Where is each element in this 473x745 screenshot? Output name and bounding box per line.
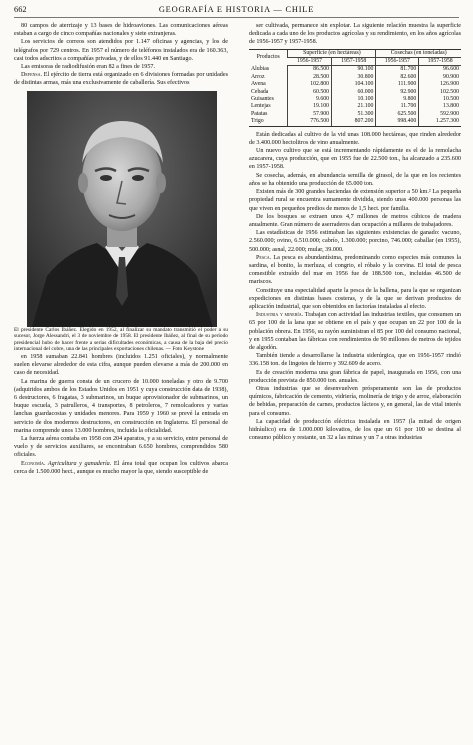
section-lead: Defensa. [21, 72, 43, 79]
value-cell: 57.900 [288, 111, 332, 118]
value-cell: 96.600 [419, 66, 461, 74]
table-row [249, 118, 461, 126]
page-number: 662 [14, 5, 27, 14]
paragraph-text: La fuerza aérea contaba en 1958 con 204 aparatos, y a su servicio, entre personal de vuelo y de servicios auxiliares, se encontraban 6.650 hombres, comprendidos 580 oficiales. [14, 436, 228, 459]
paragraph-text: Los servicios de correos son atendidos por 1.147 oficinas y agencias, y los de telégrafos por 729 centros. En 1957 el número de teléfonos instalados era de 160.363, casi todos adscritos a compañías privadas, y de ellos 91.440 en Santiago. [14, 39, 228, 62]
value-cell: 10.100 [332, 96, 376, 103]
paragraph-text: La pesca es abundantísima, predominando como especies más comunes la sardina, el bonito, la merluza, el congrio, el róbalo y la corvina. El total de pesca comestible extraído del mar en 1956 fue de 188.500 ton., incluidas 46.500 de mariscos. [249, 254, 461, 286]
body-paragraph [14, 378, 228, 435]
value-cell: 13.800 [419, 103, 461, 110]
crops-table-body [249, 66, 461, 126]
body-paragraph [249, 147, 461, 172]
value-cell: 592.900 [419, 111, 461, 118]
value-cell: 9.800 [376, 96, 419, 103]
product-name-cell: Alubias [251, 66, 270, 73]
product-name-cell: Arroz [251, 73, 265, 80]
table-row [249, 81, 461, 88]
table-row [249, 103, 461, 110]
value-cell: 10.500 [419, 96, 461, 103]
paragraph-text: La marina de guerra consta de un crucero de 10.000 toneladas y otro de 9.700 (adquiridos ambos de los Estados Unidos en 1951 y cuya construcción data de 1938), 6 destructores, 6 fragatas, 3 submarinos, un buque aprovisionador de submarinos, un buque escuela, 3 patrulleros, 4 transportes, 8 petroleros, 7 remolcadores y varias lanchas guardacostas y unidades menores. Para 1959 y 1960 se prevé la entrada en servicio de dos modernos destructores, en construcción en Inglaterra. El personal de marina comprende unos 13.000 hombres, incluida la oficialidad. [14, 378, 228, 434]
value-cell: 92.900 [376, 89, 419, 96]
value-cell: 126.900 [419, 81, 461, 88]
col-area-header: Superficie (en hectáreas) [288, 49, 376, 57]
portrait-photo [27, 91, 217, 327]
left-column [14, 22, 228, 476]
value-cell: 1.257.300 [419, 118, 461, 126]
body-paragraph [249, 213, 461, 229]
value-cell: 998.400 [376, 118, 419, 126]
product-name-cell: Lentejas [251, 103, 271, 110]
body-paragraph [14, 38, 228, 63]
section-lead: Industria y minería. [256, 312, 304, 319]
photo-caption: El presidente Carlos Ibáñez. Elegido en 1952, al finalizar su mandato transmitió el poder a su sucesor, Jorge Alessandri, el 3 de noviembre de 1958. El presidente Ibáñez, al final de su período presidencial hubo de hacer frente a serias dificultades económicas, a causa de la baja del precio internacional del cobre, una de las principales exportaciones chilenas. — Foto Keystone [14, 326, 228, 353]
paragraph-text: Constituye una especialidad aparte la pesca de la ballena, para la que se organizan expediciones en distintas bases costeras, y de la que se derivan productos de aplicación industrial, que son obtenidos en factorías instaladas al efecto. [249, 287, 461, 310]
body-paragraph [249, 188, 461, 213]
paragraph-text: Las emisoras de radiodifusión eran 82 a fines de 1957. [21, 64, 156, 71]
right-body-text [249, 131, 461, 443]
body-paragraph [14, 71, 228, 87]
value-cell: 28.500 [288, 74, 332, 81]
left-bottom-text [14, 353, 228, 476]
value-cell: 90.900 [419, 74, 461, 81]
table-row [249, 111, 461, 118]
body-paragraph [249, 418, 461, 443]
body-paragraph [249, 172, 461, 188]
value-cell: 86.500 [288, 66, 332, 74]
paragraph-text: en 1958 sumaban 22.841 hombres (incluidos 1.251 oficiales), y normalmente suelen elevarse alrededor de esta cifra, aunque pueden elevarse a más de 200.000 en caso de necesidad. [14, 354, 228, 377]
value-cell: 776.500 [288, 118, 332, 126]
paragraph-text: El área total que ocupan los cultivos abarca cerca de 1.500.000 hect., aunque es mucho mayor la que, siendo susceptible de [14, 460, 228, 475]
paragraph-text: Están dedicadas al cultivo de la vid unas 108.000 hectáreas, que rinden alrededor de 3.400.000 hectolitros de vino anualmente. [249, 131, 461, 146]
value-cell: 90.100 [332, 66, 376, 74]
value-cell: 807.200 [332, 118, 376, 126]
body-paragraph [249, 254, 461, 287]
body-paragraph [249, 229, 461, 254]
header-rule [14, 17, 459, 18]
paragraph-text: Un nuevo cultivo que se está incrementando rápidamente es el de la remolacha azucarera, cuya producción, que en 1955 fue de 22.500 ton., ha alcanzado a 235.600 en 1957-1958. [249, 148, 461, 171]
paragraph-text: El ejército de tierra está organizado en 6 divisiones formadas por unidades de distintas armas, más una exclusivamente de caballería. Sus efectivos [14, 72, 228, 87]
year-header: 1957-1958 [419, 58, 461, 66]
value-cell: 11.700 [376, 103, 419, 110]
section-lead: Pesca. [256, 254, 272, 261]
paragraph-text: Trabajan con actividad las industrias textiles, que consumen un 65 por 100 de la lana que se obtiene en el país y que ocupan un 22 por 100 de la población obrera. En 1956, su rayón suministran el 85 por 100 del consumo nacional, y en 1955 contaban las fábricas con rendimientos de 90 millones de metros de tejidos de algodón. [249, 312, 461, 351]
paragraph-text: 80 campos de aterrizaje y 13 bases de hidroaviones. Las comunicaciones aéreas estaban a cargo de cinco compañías nacionales y siete extranjeras. [14, 23, 228, 38]
table-row [249, 96, 461, 103]
running-title: GEOGRAFÍA E HISTORIA — CHILE [158, 5, 315, 14]
product-name-cell: Trigo [249, 118, 288, 126]
value-cell: 30.800 [332, 74, 376, 81]
left-top-text [14, 22, 228, 88]
table-row [249, 66, 461, 74]
value-cell: 81.700 [376, 66, 419, 74]
value-cell: 9.600 [288, 96, 332, 103]
body-paragraph [14, 460, 228, 476]
section-lead: Economía. [21, 460, 46, 467]
col-products-header: Productos [249, 49, 288, 66]
product-name-cell: Avena [251, 81, 266, 88]
value-cell: 19.100 [288, 103, 332, 110]
value-cell: 60.000 [332, 89, 376, 96]
year-header: 1956-1957 [376, 58, 419, 66]
paragraph-text: De los bosques se extraen unos 4,7 millones de metros cúbicos de madera anualmente. Gran número de aserraderos dan ocupación a millares de trabajadores. [249, 213, 461, 228]
crops-table [249, 49, 461, 127]
table-row [249, 74, 461, 81]
paragraph-text: Se cosecha, además, en abundancia semilla de girasol, de la que en los recientes años se ha obtenido una producción de 65.000 ton. [249, 172, 461, 187]
value-cell: 60.500 [288, 89, 332, 96]
subsection-lead: Agricultura y ganadería. [45, 460, 112, 467]
year-header: 1956-1957 [288, 58, 332, 66]
col-harvest-header: Cosechas (en toneladas) [376, 49, 461, 57]
value-cell: 625.500 [376, 111, 419, 118]
value-cell: 102.800 [288, 81, 332, 88]
value-cell: 104.100 [332, 81, 376, 88]
year-header: 1957-1958 [332, 58, 376, 66]
value-cell: 51.300 [332, 111, 376, 118]
paragraph-text: Las estadísticas de 1956 estimaban las siguientes existencias de ganado: vacuno, 2.560.000; ovino, 6.510.000; cabrío, 1.300.000; porcino, 746.000; caballar (en 1955), 500.000; asnal, 22.000; mular, 39.000. [249, 230, 461, 253]
right-column [249, 22, 461, 442]
body-paragraph [249, 352, 461, 368]
body-paragraph [14, 435, 228, 460]
body-paragraph [249, 287, 461, 312]
value-cell: 82.600 [376, 74, 419, 81]
product-name-cell: Patatas [251, 110, 268, 117]
product-name-cell: Guisantes [251, 96, 274, 103]
body-paragraph [249, 369, 461, 385]
value-cell: 111.900 [376, 81, 419, 88]
paragraph-text: La capacidad de producción eléctrica instalada en 1957 (la mitad de origen hidráulico) era de 1.000.000 kilovatios, de los que un 61 por 100 se destina al consumo público y restante, un 32 a las minas y un 7 a otras industrias [249, 418, 461, 442]
value-cell: 21.100 [332, 103, 376, 110]
portrait-image [27, 91, 217, 327]
paragraph-text: Es de creación moderna una gran fábrica de papel, inaugurada en 1956, con una producción prevista de 850.000 ton. anuales. [249, 369, 461, 384]
paragraph-text: También tiende a desarrollarse la industria siderúrgica, que en 1956-1957 rindió 336.158 ton. de lingotes de hierro y 392.609 de acero. [249, 353, 461, 368]
paragraph-text: Existen más de 300 grandes haciendas de extensión superior a 50 km.² La pequeña propiedad rural se encuentra sumamente dividida, siendo unas 400.000 personas las que viven en pequeños predios de menos de 1,5 hect. por familia. [249, 189, 461, 212]
body-paragraph [14, 353, 228, 378]
body-paragraph [249, 311, 461, 352]
body-paragraph [14, 63, 228, 71]
value-cell: 102.500 [419, 89, 461, 96]
product-name-cell: Cebada [251, 88, 269, 95]
table-intro-paragraph: ser cultivada, permanece sin explotar. La siguiente relación muestra la superficie dedicada a cada uno de los productos agrícolas y su rendimiento, en los años agrícolas de 1956-1957 y 1957-1958. [249, 23, 461, 46]
body-paragraph [14, 22, 228, 38]
body-paragraph [249, 131, 461, 147]
paragraph-text: Otras industrias que se desenvuelven prósperamente son las de productos químicos, fabricación de cemento, vidriería, molinería de trigo y de arroz, elaboración de bebidas, preparación de carnes, productos lácteos y, en general, las de vital interés para el consumo. [249, 385, 461, 417]
table-row [249, 89, 461, 96]
body-paragraph [249, 385, 461, 418]
